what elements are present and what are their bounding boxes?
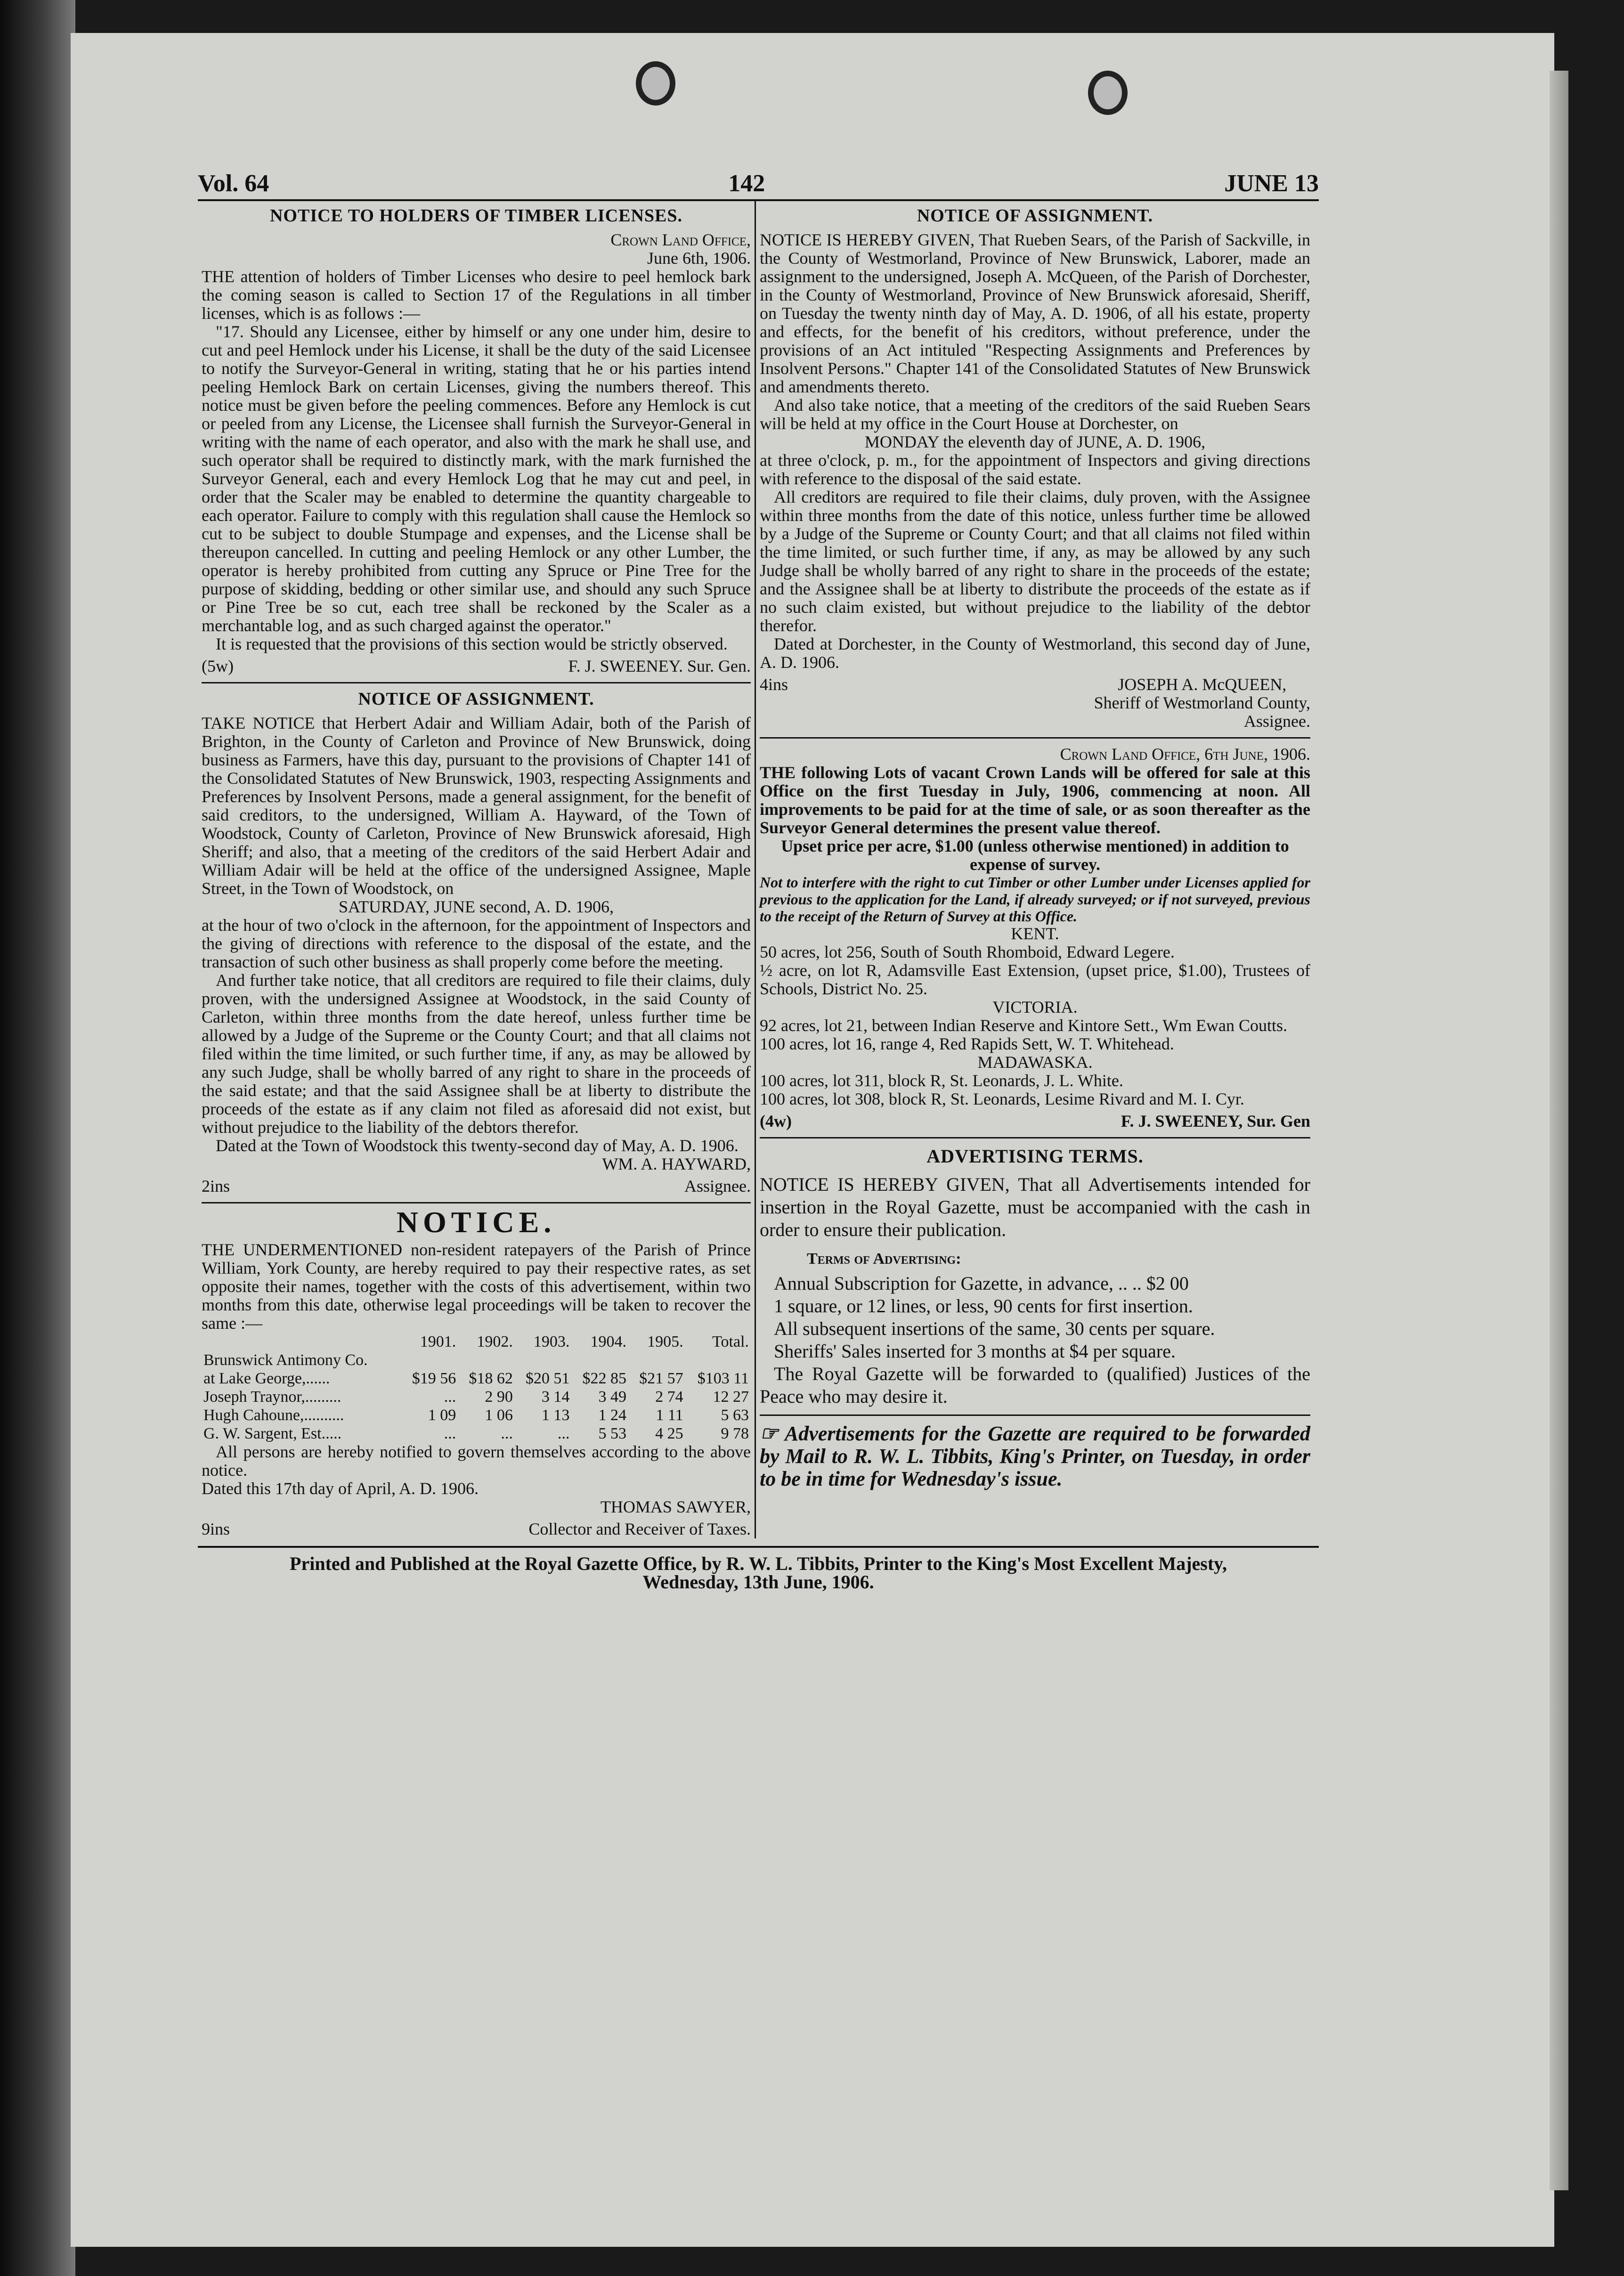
table-cell — [685, 1351, 751, 1369]
binding-hole-icon — [1088, 71, 1128, 115]
column-header — [202, 1333, 401, 1351]
book-binding — [0, 0, 75, 2276]
table-row — [202, 1424, 751, 1443]
table-cell: 1 13 — [541, 1406, 570, 1424]
insertion-code: 2ins — [202, 1177, 230, 1195]
county-heading: KENT. — [1011, 924, 1059, 943]
notice-title: ADVERTISING TERMS. — [926, 1146, 1144, 1167]
notice-paragraph: NOTICE IS HEREBY GIVEN, That Rueben Sears, of the Parish of Sackville, in the County of Westmorland, Province of New Brunswick, Laborer, made an assignment to the undersigned, Joseph A. McQueen, of the Parish of Dorchester, in the County of Westmorland, Province of New Brunswick aforesaid, Sheriff, on Tuesday the twenty ninth day of May, A. D. 1906, of all his estate, property and effects, for the benefit of his creditors, without preference, under the provisions of an Act intituled "Respecting Assignments and Preferences by Insolvent Persons." Chapter 141 of the Consolidated Statutes of New Brunswick and amendments thereto. — [760, 230, 1310, 396]
term-line: All subsequent insertions of the same, 30 cents per square. — [774, 1318, 1215, 1339]
table-cell — [458, 1351, 515, 1369]
term-line: The Royal Gazette will be forwarded to (qualified) Justices of the Peace who may desire it. — [760, 1363, 1310, 1407]
mail-instruction — [760, 1422, 1310, 1490]
pointing-hand-icon: ☞ — [760, 1422, 785, 1445]
page-edge — [1550, 71, 1568, 2190]
table-cell: $21 57 — [639, 1370, 683, 1387]
notice-paragraph: "17. Should any Licensee, either by himself or any one under him, desire to cut and peel Hemlock under his License, it shall be the duty of the said Licensee to notify the Surveyor-General in writing, stating that he or his parties intend peeling Hemlock Bark on certain Licenses, giving the numbers thereof. This notice must be given before the peeling commences. Before any Hemlock is cut or peeled from any License, the Licensee shall furnish the Surveyor-General in writing with the name of each operator, and also with the mark he shall use, and such operator shall be required to distinctly mark, with the mark furnished the Surveyor General, each and every Hemlock Log that he may cut and peel, in order that the Scaler may be enabled to determine the quantity chargeable to each operator. Failure to comply with this regulation shall cause the Hemlock so cut to be subject to double Stumpage and expenses, and the License shall be thereupon cancelled. In cutting and peeling Hemlock or any other Lumber, the operator is hereby prohibited from cutting any Spruce or Pine Tree for the purpose of skidding, bedding or other similar use, and should any such Spruce or Pine Tree be so cut, each tree shall be reckoned by the Scaler as a merchantable log, and as such charged against the operator." — [202, 322, 751, 635]
table-cell: at Lake George,...... — [203, 1370, 330, 1387]
insertion-code: (4w) — [760, 1112, 792, 1130]
meeting-date: MONDAY the eleventh day of JUNE, A. D. 1906, — [864, 432, 1206, 451]
table-cell: 1 06 — [485, 1406, 513, 1424]
mail-instruction-text: Advertisements for the Gazette are required to be forwarded by Mail to R. W. L. Tibbits, King's Printer, on Tuesday, in order to be in time for Wednesday's issue. — [760, 1422, 1310, 1490]
table-cell: ... — [444, 1425, 456, 1442]
divider — [202, 682, 751, 683]
notice-paragraph: All persons are hereby notified to govern themselves according to the above notice. — [202, 1442, 751, 1479]
imprint-line: Printed and Published at the Royal Gazette Office, by R. W. L. Tibbits, Printer to the King's Most Excellent Majesty, — [290, 1553, 1227, 1574]
county-heading: VICTORIA. — [992, 998, 1078, 1016]
table-cell: Joseph Traynor,......... — [203, 1388, 341, 1406]
office-name: Crown Land Office, — [610, 230, 751, 249]
table-cell — [515, 1351, 572, 1369]
lot-listing: 100 acres, lot 308, block R, St. Leonards, Lesime Rivard and M. I. Cyr. — [760, 1089, 1244, 1108]
lot-listing: 92 acres, lot 21, between Indian Reserve and Kintore Sett., Wm Ewan Coutts. — [760, 1016, 1288, 1035]
crown-lands-notice — [760, 745, 1310, 1130]
notice-paragraph: at three o'clock, p. m., for the appointment of Inspectors and giving directions with reference to the disposal of the said estate. — [760, 451, 1310, 488]
meeting-date: SATURDAY, JUNE second, A. D. 1906, — [338, 897, 614, 916]
notice-paragraph: And further take notice, that all creditors are required to file their claims, duly proven, with the undersigned Assignee at Woodstock, in the said County of Carleton, within three months from the date hereof, unless further time be allowed by a Judge of the Supreme or the County Court; and that all claims not filed within the time limited, or such further time, if any, as may be allowed by any such Judge, shall be wholly barred of any right to share in the proceeds of the said estate; and that the said Assignee shall be at liberty to distribute the proceeds of the estate as if any claim not filed as aforesaid did not exist, but without prejudice to the liability of the debtors therefor. — [202, 971, 751, 1137]
notice-paragraph: THE UNDERMENTIONED non-resident ratepayers of the Parish of Prince William, York County, are hereby required to pay their respective rates, as set opposite their names, together with the costs of this advertisement, within two months from this date, otherwise legal proceedings will be taken to recover the same :— — [202, 1240, 751, 1333]
lot-listing: ½ acre, on lot R, Adamsville East Extension, (upset price, $1.00), Trustees of Schools, District No. 25. — [760, 961, 1310, 998]
signer-role: Sheriff of Westmorland County, — [1094, 693, 1310, 712]
notice-title: NOTICE OF ASSIGNMENT. — [917, 206, 1153, 226]
sears-assignment-notice — [760, 207, 1310, 731]
timber-license-notice — [202, 207, 751, 675]
signer-name: JOSEPH A. McQUEEN, — [1118, 675, 1287, 694]
table-cell: ... — [557, 1425, 570, 1442]
term-line: 1 square, or 12 lines, or less, 90 cents for first insertion. — [774, 1295, 1193, 1317]
column-header: 1901. — [420, 1333, 456, 1350]
table-cell: 2 74 — [655, 1388, 683, 1406]
term-line: Annual Subscription for Gazette, in advance, .. .. $2 00 — [774, 1273, 1189, 1294]
table-cell: 12 27 — [713, 1388, 749, 1406]
terms-heading: Terms of Advertising: — [807, 1250, 961, 1268]
notice-title: NOTICE OF ASSIGNMENT. — [358, 689, 594, 709]
page-header — [198, 170, 1319, 201]
notice-paragraph: Dated at Dorchester, in the County of Westmorland, this second day of June, A. D. 1906. — [760, 634, 1310, 672]
insertion-code: 9ins — [202, 1520, 230, 1538]
table-cell: 3 14 — [541, 1388, 570, 1406]
table-cell: Brunswick Antimony Co. — [203, 1351, 368, 1369]
divider — [760, 1414, 1310, 1416]
signer-name: F. J. SWEENEY, Sur. Gen — [1121, 1112, 1310, 1130]
right-column — [756, 201, 1314, 1538]
term-line: Sheriffs' Sales inserted for 3 months at $4 per square. — [774, 1341, 1176, 1362]
printer-imprint — [198, 1546, 1319, 1591]
divider — [202, 1202, 751, 1203]
binding-hole-icon — [636, 61, 675, 106]
notice-date: Dated this 17th day of April, A. D. 1906. — [202, 1479, 479, 1498]
table-cell: $22 85 — [582, 1370, 627, 1387]
column-header: 1902. — [477, 1333, 513, 1350]
notice-paragraph: NOTICE IS HEREBY GIVEN, That all Advertisements intended for insertion in the Royal Gazette, must be accompanied with the cash in order to ensure their publication. — [760, 1174, 1310, 1240]
notice-title: NOTICE. — [396, 1205, 556, 1239]
signer-name: THOMAS SAWYER, — [600, 1497, 751, 1516]
notice-paragraph: at the hour of two o'clock in the afternoon, for the appointment of Inspectors and the giving of directions with reference to the disposal of the estate, and the transaction of such other business as shall properly come before the meeting. — [202, 916, 751, 971]
table-cell: 1 11 — [656, 1406, 683, 1424]
ratepayers-notice — [202, 1205, 751, 1538]
office-dateline: Crown Land Office, 6th June, 1906. — [1060, 745, 1310, 764]
table-row — [202, 1406, 751, 1424]
table-cell: 5 63 — [721, 1406, 749, 1424]
signer-role: Assignee. — [1244, 712, 1310, 731]
table-cell: 1 24 — [598, 1406, 627, 1424]
table-cell: ... — [444, 1388, 456, 1406]
adair-assignment-notice — [202, 690, 751, 1195]
page-number: 142 — [728, 170, 765, 197]
insertion-code: (5w) — [202, 657, 234, 675]
issue-date: JUNE 13 — [1224, 170, 1319, 197]
table-cell: Hugh Cahoune,.......... — [203, 1406, 344, 1424]
column-header: 1903. — [533, 1333, 570, 1350]
column-header: Total. — [712, 1333, 749, 1350]
signer-role: Collector and Receiver of Taxes. — [528, 1520, 751, 1538]
table-cell: 3 49 — [598, 1388, 627, 1406]
signer-role: Assignee. — [684, 1177, 751, 1195]
table-row — [202, 1369, 751, 1388]
table-cell: $103 11 — [697, 1370, 749, 1387]
table-cell: ... — [501, 1425, 513, 1442]
table-row — [202, 1388, 751, 1406]
upset-price: Upset price per acre, $1.00 (unless otherwise mentioned) in addition to expense of survey. — [781, 837, 1289, 874]
rates-table — [202, 1333, 751, 1443]
notice-paragraph: TAKE NOTICE that Herbert Adair and William Adair, both of the Parish of Brighton, in the County of Carleton and Province of New Brunswick, doing business as Farmers, have this day, pursuant to the provisions of Chapter 141 of the Consolidated Statutes of New Brunswick, 1903, respecting Assignments and Preferences by Insolvent Persons, made a general assignment, for the benefit of said creditors, to the undersigned, William A. Hayward, of the Town of Woodstock, County of Carleton, Province of New Brunswick aforesaid, High Sheriff; and also, that a meeting of the creditors of the said Herbert Adair and William Adair will be held at the office of the undersigned Assignee, Maple Street, in the Town of Woodstock, on — [202, 714, 751, 898]
table-cell: 5 53 — [598, 1425, 627, 1442]
table-cell: 9 78 — [721, 1425, 749, 1442]
notice-paragraph: Dated at the Town of Woodstock this twenty-second day of May, A. D. 1906. — [216, 1136, 739, 1155]
left-column — [198, 201, 756, 1538]
notice-paragraph: And also take notice, that a meeting of the creditors of the said Rueben Sears will be held at my office in the Court House at Dorchester, on — [760, 396, 1310, 433]
advertising-terms — [760, 1145, 1310, 1490]
notice-date: June 6th, 1906. — [647, 249, 751, 268]
table-header-row — [202, 1333, 751, 1351]
table-cell — [571, 1351, 628, 1369]
insertion-code: 4ins — [760, 675, 788, 694]
column-header: 1904. — [590, 1333, 627, 1350]
volume-number: Vol. 64 — [198, 170, 269, 197]
table-cell: $19 56 — [412, 1370, 456, 1387]
table-cell: 4 25 — [655, 1425, 683, 1442]
lot-listing: 100 acres, lot 311, block R, St. Leonards, J. L. White. — [760, 1071, 1123, 1090]
notice-title: NOTICE TO HOLDERS OF TIMBER LICENSES. — [269, 206, 683, 226]
table-cell: $18 62 — [469, 1370, 513, 1387]
imprint-date: Wednesday, 13th June, 1906. — [642, 1571, 874, 1593]
notice-paragraph: All creditors are required to file their claims, duly proven, with the Assignee within three months from the date of this notice, unless further time be allowed by a Judge of the Supreme or County Court; and that all claims not filed within the time limited, or such further time, if any, as may be allowed by any such Judge shall be wholly barred of any right to share in the proceeds of the estate; and the Assignee shall be at liberty to distribute the proceeds of the estate as if no such claim existed, but without prejudice to the liability of the debtor therefor. — [760, 488, 1310, 635]
table-cell: 1 09 — [428, 1406, 456, 1424]
column-header: 1905. — [647, 1333, 683, 1350]
table-cell — [628, 1351, 685, 1369]
notice-paragraph: Not to interfere with the right to cut Timber or other Lumber under Licenses applied for previous to the application for the Land, if already surveyed; or if not surveyed, previous to the receipt of the Return of Survey at this Office. — [760, 874, 1310, 925]
table-row — [202, 1351, 751, 1369]
signer-name: WM. A. HAYWARD, — [602, 1154, 751, 1173]
notice-paragraph: THE following Lots of vacant Crown Lands will be offered for sale at this Office on the first Tuesday in July, 1906, commencing at noon. All improvements to be paid for at the time of sale, or as soon thereafter as the Surveyor General determines the present value thereof. — [760, 763, 1310, 837]
county-heading: MADAWASKA. — [977, 1053, 1093, 1072]
lot-listing: 100 acres, lot 16, range 4, Red Rapids Sett, W. T. Whitehead. — [760, 1034, 1174, 1053]
table-cell: G. W. Sargent, Est..... — [203, 1425, 342, 1442]
table-cell — [401, 1351, 458, 1369]
signer-name: F. J. SWEENEY. Sur. Gen. — [568, 657, 751, 675]
lot-listing: 50 acres, lot 256, South of South Rhomboid, Edward Legere. — [760, 943, 1175, 961]
divider — [760, 1137, 1310, 1138]
signature-block — [1094, 675, 1310, 712]
table-cell: $20 51 — [525, 1370, 570, 1387]
divider — [760, 737, 1310, 739]
gazette-content — [198, 170, 1319, 1593]
notice-paragraph: It is requested that the provisions of this section would be strictly observed. — [216, 634, 728, 653]
table-cell: 2 90 — [485, 1388, 513, 1406]
notice-paragraph: THE attention of holders of Timber Licenses who desire to peel hemlock bark the coming season is called to Section 17 of the Regulations in all timber licenses, which is as follows :— — [202, 267, 751, 323]
